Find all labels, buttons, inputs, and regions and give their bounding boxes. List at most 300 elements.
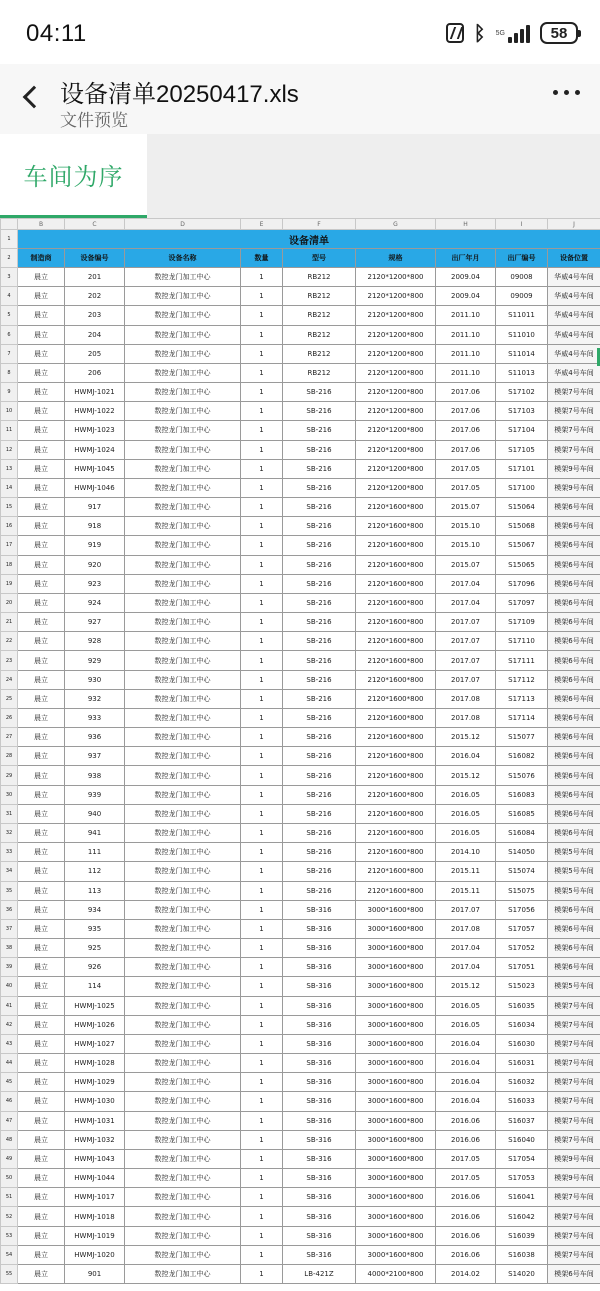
table-cell[interactable]: SB-316 bbox=[283, 977, 356, 996]
table-cell[interactable]: 2120*1200*800 bbox=[356, 287, 436, 306]
table-cell[interactable]: 数控龙门加工中心 bbox=[125, 440, 241, 459]
table-cell[interactable]: HWMJ-1044 bbox=[65, 1169, 125, 1188]
row-number[interactable]: 32 bbox=[1, 823, 18, 842]
table-cell[interactable]: S15023 bbox=[496, 977, 548, 996]
table-cell[interactable]: 模架7号车间 bbox=[548, 1111, 600, 1130]
table-cell[interactable]: 1 bbox=[241, 440, 283, 459]
table-cell[interactable]: 2011.10 bbox=[436, 363, 496, 382]
table-cell[interactable]: 晨立 bbox=[18, 958, 65, 977]
row-number[interactable]: 52 bbox=[1, 1207, 18, 1226]
table-cell[interactable]: SB-216 bbox=[283, 843, 356, 862]
table-cell[interactable]: 1 bbox=[241, 1188, 283, 1207]
table-cell[interactable]: SB-216 bbox=[283, 536, 356, 555]
table-cell[interactable]: SB-216 bbox=[283, 881, 356, 900]
table-cell[interactable]: 模架7号车间 bbox=[548, 1130, 600, 1149]
table-cell[interactable]: 2120*1200*800 bbox=[356, 478, 436, 497]
table-cell[interactable]: SB-316 bbox=[283, 1015, 356, 1034]
table-cell[interactable]: RB212 bbox=[283, 325, 356, 344]
table-cell[interactable]: 203 bbox=[65, 306, 125, 325]
table-cell[interactable]: 2017.06 bbox=[436, 421, 496, 440]
table-cell[interactable]: 1 bbox=[241, 1207, 283, 1226]
table-cell[interactable]: 2120*1600*800 bbox=[356, 843, 436, 862]
table-cell[interactable]: 数控龙门加工中心 bbox=[125, 287, 241, 306]
table-cell[interactable]: 晨立 bbox=[18, 574, 65, 593]
table-cell[interactable]: 2011.10 bbox=[436, 344, 496, 363]
table-cell[interactable]: 2016.06 bbox=[436, 1188, 496, 1207]
row-number[interactable]: 34 bbox=[1, 862, 18, 881]
table-cell[interactable]: 数控龙门加工中心 bbox=[125, 325, 241, 344]
table-cell[interactable]: S16039 bbox=[496, 1226, 548, 1245]
table-cell[interactable]: 2016.04 bbox=[436, 1034, 496, 1053]
table-cell[interactable]: 模架6号车间 bbox=[548, 747, 600, 766]
table-cell[interactable]: S16032 bbox=[496, 1073, 548, 1092]
table-cell[interactable]: 1 bbox=[241, 1034, 283, 1053]
table-cell[interactable]: 数控龙门加工中心 bbox=[125, 747, 241, 766]
table-cell[interactable]: 晨立 bbox=[18, 440, 65, 459]
table-cell[interactable]: 2015.10 bbox=[436, 536, 496, 555]
table-cell[interactable]: 数控龙门加工中心 bbox=[125, 843, 241, 862]
table-cell[interactable]: SB-216 bbox=[283, 383, 356, 402]
table-cell[interactable]: 2016.05 bbox=[436, 804, 496, 823]
table-cell[interactable]: 2015.07 bbox=[436, 498, 496, 517]
table-cell[interactable]: 晨立 bbox=[18, 804, 65, 823]
table-cell[interactable]: SB-216 bbox=[283, 651, 356, 670]
table-cell[interactable]: 模架6号车间 bbox=[548, 593, 600, 612]
table-cell[interactable]: 晨立 bbox=[18, 1015, 65, 1034]
row-number[interactable]: 14 bbox=[1, 478, 18, 497]
table-cell[interactable]: 2015.11 bbox=[436, 862, 496, 881]
table-cell[interactable]: 数控龙门加工中心 bbox=[125, 1092, 241, 1111]
table-cell[interactable]: 晨立 bbox=[18, 862, 65, 881]
table-cell[interactable]: SB-216 bbox=[283, 478, 356, 497]
table-cell[interactable]: 3000*1600*800 bbox=[356, 1169, 436, 1188]
row-number[interactable]: 23 bbox=[1, 651, 18, 670]
row-number[interactable]: 10 bbox=[1, 402, 18, 421]
table-cell[interactable]: 晨立 bbox=[18, 632, 65, 651]
table-cell[interactable]: SB-316 bbox=[283, 1111, 356, 1130]
table-cell[interactable]: S16084 bbox=[496, 823, 548, 842]
table-cell[interactable]: 数控龙门加工中心 bbox=[125, 670, 241, 689]
table-cell[interactable]: 数控龙门加工中心 bbox=[125, 459, 241, 478]
row-number[interactable]: 31 bbox=[1, 804, 18, 823]
table-cell[interactable]: 数控龙门加工中心 bbox=[125, 593, 241, 612]
table-cell[interactable]: 模架7号车间 bbox=[548, 1054, 600, 1073]
column-letter[interactable]: I bbox=[496, 219, 548, 230]
table-cell[interactable]: 数控龙门加工中心 bbox=[125, 823, 241, 842]
table-cell[interactable]: 2120*1600*800 bbox=[356, 766, 436, 785]
table-cell[interactable]: 模架6号车间 bbox=[548, 958, 600, 977]
row-number[interactable]: 8 bbox=[1, 363, 18, 382]
table-cell[interactable]: 数控龙门加工中心 bbox=[125, 1130, 241, 1149]
table-cell[interactable]: 模架7号车间 bbox=[548, 421, 600, 440]
row-number[interactable]: 41 bbox=[1, 996, 18, 1015]
table-cell[interactable]: 晨立 bbox=[18, 651, 65, 670]
row-number[interactable]: 42 bbox=[1, 1015, 18, 1034]
table-cell[interactable]: 华威4号车间 bbox=[548, 325, 600, 344]
table-cell[interactable]: 晨立 bbox=[18, 1169, 65, 1188]
table-cell[interactable]: 晨立 bbox=[18, 1207, 65, 1226]
table-cell[interactable]: 模架6号车间 bbox=[548, 728, 600, 747]
table-cell[interactable]: HWMJ-1031 bbox=[65, 1111, 125, 1130]
table-cell[interactable]: 晨立 bbox=[18, 268, 65, 287]
table-cell[interactable]: 2017.08 bbox=[436, 708, 496, 727]
row-number[interactable]: 54 bbox=[1, 1245, 18, 1264]
table-cell[interactable]: 3000*1600*800 bbox=[356, 939, 436, 958]
table-cell[interactable]: 数控龙门加工中心 bbox=[125, 344, 241, 363]
table-cell[interactable]: 晨立 bbox=[18, 478, 65, 497]
table-cell[interactable]: HWMJ-1018 bbox=[65, 1207, 125, 1226]
table-cell[interactable]: S15068 bbox=[496, 517, 548, 536]
table-cell[interactable]: 2016.06 bbox=[436, 1111, 496, 1130]
table-cell[interactable]: 3000*1600*800 bbox=[356, 996, 436, 1015]
table-cell[interactable]: 模架6号车间 bbox=[548, 632, 600, 651]
table-cell[interactable]: 晨立 bbox=[18, 555, 65, 574]
table-cell[interactable]: 1 bbox=[241, 862, 283, 881]
row-number[interactable]: 29 bbox=[1, 766, 18, 785]
table-cell[interactable]: 2120*1600*800 bbox=[356, 785, 436, 804]
table-cell[interactable]: 华威4号车间 bbox=[548, 344, 600, 363]
row-number[interactable]: 44 bbox=[1, 1054, 18, 1073]
table-cell[interactable]: 2017.04 bbox=[436, 958, 496, 977]
table-cell[interactable]: 2120*1600*800 bbox=[356, 862, 436, 881]
table-cell[interactable]: 3000*1600*800 bbox=[356, 1092, 436, 1111]
row-number[interactable]: 12 bbox=[1, 440, 18, 459]
table-cell[interactable]: 113 bbox=[65, 881, 125, 900]
row-number[interactable]: 13 bbox=[1, 459, 18, 478]
table-cell[interactable]: 3000*1600*800 bbox=[356, 1226, 436, 1245]
table-cell[interactable]: 数控龙门加工中心 bbox=[125, 785, 241, 804]
table-cell[interactable]: 模架6号车间 bbox=[548, 766, 600, 785]
table-cell[interactable]: 2120*1600*800 bbox=[356, 670, 436, 689]
table-cell[interactable]: 模架7号车间 bbox=[548, 1188, 600, 1207]
table-cell[interactable]: 2120*1200*800 bbox=[356, 421, 436, 440]
table-cell[interactable]: HWMJ-1024 bbox=[65, 440, 125, 459]
table-cell[interactable]: 华威4号车间 bbox=[548, 363, 600, 382]
table-cell[interactable]: SB-316 bbox=[283, 996, 356, 1015]
table-cell[interactable]: 数控龙门加工中心 bbox=[125, 402, 241, 421]
table-cell[interactable]: S15064 bbox=[496, 498, 548, 517]
more-options-button[interactable] bbox=[553, 90, 580, 95]
table-cell[interactable]: 模架9号车间 bbox=[548, 478, 600, 497]
table-cell[interactable]: 938 bbox=[65, 766, 125, 785]
table-cell[interactable]: HWMJ-1027 bbox=[65, 1034, 125, 1053]
table-cell[interactable]: 晨立 bbox=[18, 593, 65, 612]
table-cell[interactable]: SB-216 bbox=[283, 728, 356, 747]
table-cell[interactable]: 数控龙门加工中心 bbox=[125, 1245, 241, 1264]
table-cell[interactable]: SB-316 bbox=[283, 1092, 356, 1111]
table-cell[interactable]: 2016.04 bbox=[436, 1092, 496, 1111]
table-cell[interactable]: 晨立 bbox=[18, 344, 65, 363]
table-cell[interactable]: SB-216 bbox=[283, 517, 356, 536]
table-cell[interactable]: SB-216 bbox=[283, 459, 356, 478]
table-cell[interactable]: 晨立 bbox=[18, 517, 65, 536]
table-cell[interactable]: 晨立 bbox=[18, 785, 65, 804]
table-cell[interactable]: 模架6号车间 bbox=[548, 651, 600, 670]
sheet-title-cell[interactable]: 设备清单 bbox=[18, 230, 600, 249]
table-cell[interactable]: 111 bbox=[65, 843, 125, 862]
table-cell[interactable]: 935 bbox=[65, 919, 125, 938]
table-cell[interactable]: 1 bbox=[241, 1111, 283, 1130]
table-cell[interactable]: 数控龙门加工中心 bbox=[125, 1226, 241, 1245]
table-cell[interactable]: 206 bbox=[65, 363, 125, 382]
table-cell[interactable]: RB212 bbox=[283, 363, 356, 382]
table-cell[interactable]: 1 bbox=[241, 287, 283, 306]
table-cell[interactable]: HWMJ-1022 bbox=[65, 402, 125, 421]
spreadsheet-view[interactable] bbox=[0, 218, 600, 1291]
table-cell[interactable]: 数控龙门加工中心 bbox=[125, 958, 241, 977]
row-number[interactable]: 40 bbox=[1, 977, 18, 996]
table-cell[interactable]: 晨立 bbox=[18, 689, 65, 708]
table-cell[interactable]: S17056 bbox=[496, 900, 548, 919]
table-cell[interactable]: S17057 bbox=[496, 919, 548, 938]
table-cell[interactable]: SB-316 bbox=[283, 958, 356, 977]
table-cell[interactable]: S16035 bbox=[496, 996, 548, 1015]
table-cell[interactable]: 2120*1200*800 bbox=[356, 325, 436, 344]
table-cell[interactable]: 1 bbox=[241, 785, 283, 804]
table-cell[interactable]: 936 bbox=[65, 728, 125, 747]
table-cell[interactable]: SB-216 bbox=[283, 747, 356, 766]
table-cell[interactable]: 晨立 bbox=[18, 325, 65, 344]
table-cell[interactable]: 数控龙门加工中心 bbox=[125, 478, 241, 497]
row-number[interactable]: 19 bbox=[1, 574, 18, 593]
table-cell[interactable]: S16037 bbox=[496, 1111, 548, 1130]
table-cell[interactable]: 933 bbox=[65, 708, 125, 727]
table-cell[interactable]: 模架6号车间 bbox=[548, 785, 600, 804]
table-cell[interactable]: 晨立 bbox=[18, 459, 65, 478]
table-cell[interactable]: SB-316 bbox=[283, 1207, 356, 1226]
table-cell[interactable]: 2017.05 bbox=[436, 1149, 496, 1168]
table-cell[interactable]: 2017.05 bbox=[436, 459, 496, 478]
table-cell[interactable]: 1 bbox=[241, 1264, 283, 1283]
table-cell[interactable]: 模架7号车间 bbox=[548, 1034, 600, 1053]
table-cell[interactable]: 1 bbox=[241, 900, 283, 919]
table-cell[interactable]: 晨立 bbox=[18, 843, 65, 862]
row-number[interactable]: 43 bbox=[1, 1034, 18, 1053]
table-cell[interactable]: SB-216 bbox=[283, 804, 356, 823]
table-cell[interactable]: SB-316 bbox=[283, 1245, 356, 1264]
table-cell[interactable]: 1 bbox=[241, 478, 283, 497]
table-cell[interactable]: 晨立 bbox=[18, 1264, 65, 1283]
table-cell[interactable]: 2016.06 bbox=[436, 1207, 496, 1226]
table-cell[interactable]: S17114 bbox=[496, 708, 548, 727]
table-cell[interactable]: HWMJ-1046 bbox=[65, 478, 125, 497]
table-cell[interactable]: HWMJ-1026 bbox=[65, 1015, 125, 1034]
column-letter[interactable]: J bbox=[548, 219, 600, 230]
table-cell[interactable]: SB-316 bbox=[283, 1073, 356, 1092]
column-header[interactable]: 型号 bbox=[283, 249, 356, 268]
table-cell[interactable]: 晨立 bbox=[18, 1054, 65, 1073]
table-cell[interactable]: SB-216 bbox=[283, 613, 356, 632]
table-cell[interactable]: 晨立 bbox=[18, 1034, 65, 1053]
table-cell[interactable]: S17053 bbox=[496, 1169, 548, 1188]
table-cell[interactable]: 晨立 bbox=[18, 613, 65, 632]
table-cell[interactable]: 2011.10 bbox=[436, 325, 496, 344]
table-cell[interactable]: 2011.10 bbox=[436, 306, 496, 325]
table-cell[interactable]: SB-316 bbox=[283, 1054, 356, 1073]
table-cell[interactable]: SB-316 bbox=[283, 900, 356, 919]
table-cell[interactable]: 1 bbox=[241, 958, 283, 977]
table-cell[interactable]: 模架6号车间 bbox=[548, 689, 600, 708]
table-cell[interactable]: SB-216 bbox=[283, 402, 356, 421]
table-cell[interactable]: 模架6号车间 bbox=[548, 555, 600, 574]
table-cell[interactable]: 2009.04 bbox=[436, 268, 496, 287]
table-cell[interactable]: 1 bbox=[241, 1054, 283, 1073]
row-number[interactable]: 53 bbox=[1, 1226, 18, 1245]
table-cell[interactable]: 920 bbox=[65, 555, 125, 574]
row-number[interactable]: 45 bbox=[1, 1073, 18, 1092]
table-cell[interactable]: 晨立 bbox=[18, 498, 65, 517]
table-cell[interactable]: S14020 bbox=[496, 1264, 548, 1283]
table-cell[interactable]: 2009.04 bbox=[436, 287, 496, 306]
table-cell[interactable]: 晨立 bbox=[18, 766, 65, 785]
column-letter[interactable]: D bbox=[125, 219, 241, 230]
table-cell[interactable]: 205 bbox=[65, 344, 125, 363]
table-cell[interactable]: 数控龙门加工中心 bbox=[125, 804, 241, 823]
table-cell[interactable]: 2017.04 bbox=[436, 574, 496, 593]
table-cell[interactable]: 932 bbox=[65, 689, 125, 708]
table-cell[interactable]: 1 bbox=[241, 766, 283, 785]
row-number[interactable]: 22 bbox=[1, 632, 18, 651]
table-cell[interactable]: S15077 bbox=[496, 728, 548, 747]
table-cell[interactable]: S17105 bbox=[496, 440, 548, 459]
column-letter[interactable]: B bbox=[18, 219, 65, 230]
table-cell[interactable]: S17110 bbox=[496, 632, 548, 651]
table-cell[interactable]: S11013 bbox=[496, 363, 548, 382]
table-cell[interactable]: HWMJ-1017 bbox=[65, 1188, 125, 1207]
table-cell[interactable]: 数控龙门加工中心 bbox=[125, 651, 241, 670]
table-cell[interactable]: 1 bbox=[241, 823, 283, 842]
table-cell[interactable]: 晨立 bbox=[18, 881, 65, 900]
row-number[interactable]: 20 bbox=[1, 593, 18, 612]
table-cell[interactable]: S17103 bbox=[496, 402, 548, 421]
table-cell[interactable]: 数控龙门加工中心 bbox=[125, 939, 241, 958]
table-cell[interactable]: RB212 bbox=[283, 268, 356, 287]
table-cell[interactable]: HWMJ-1045 bbox=[65, 459, 125, 478]
table-cell[interactable]: SB-216 bbox=[283, 440, 356, 459]
table-cell[interactable]: 模架6号车间 bbox=[548, 900, 600, 919]
table-cell[interactable]: 2120*1600*800 bbox=[356, 498, 436, 517]
table-cell[interactable]: 202 bbox=[65, 287, 125, 306]
table-cell[interactable]: 晨立 bbox=[18, 823, 65, 842]
table-cell[interactable]: 1 bbox=[241, 536, 283, 555]
table-cell[interactable]: HWMJ-1023 bbox=[65, 421, 125, 440]
table-cell[interactable]: SB-216 bbox=[283, 785, 356, 804]
column-letter[interactable]: F bbox=[283, 219, 356, 230]
table-cell[interactable]: 2016.04 bbox=[436, 1054, 496, 1073]
table-cell[interactable]: S17051 bbox=[496, 958, 548, 977]
table-cell[interactable]: 1 bbox=[241, 728, 283, 747]
table-cell[interactable]: SB-216 bbox=[283, 632, 356, 651]
table-cell[interactable]: 模架7号车间 bbox=[548, 996, 600, 1015]
table-cell[interactable]: 2017.04 bbox=[436, 939, 496, 958]
table-cell[interactable]: 晨立 bbox=[18, 747, 65, 766]
table-cell[interactable]: 3000*1600*800 bbox=[356, 1188, 436, 1207]
table-cell[interactable]: SB-216 bbox=[283, 670, 356, 689]
table-cell[interactable]: 数控龙门加工中心 bbox=[125, 421, 241, 440]
table-cell[interactable]: 2017.05 bbox=[436, 1169, 496, 1188]
table-cell[interactable]: 2120*1600*800 bbox=[356, 651, 436, 670]
table-cell[interactable]: 模架7号车间 bbox=[548, 1015, 600, 1034]
table-cell[interactable]: 2016.04 bbox=[436, 747, 496, 766]
table-cell[interactable]: S17096 bbox=[496, 574, 548, 593]
table-cell[interactable]: SB-316 bbox=[283, 1188, 356, 1207]
table-cell[interactable]: SB-216 bbox=[283, 555, 356, 574]
row-number[interactable]: 55 bbox=[1, 1264, 18, 1283]
table-cell[interactable]: 模架6号车间 bbox=[548, 708, 600, 727]
table-cell[interactable]: 数控龙门加工中心 bbox=[125, 632, 241, 651]
table-cell[interactable]: 1 bbox=[241, 689, 283, 708]
table-cell[interactable]: S11010 bbox=[496, 325, 548, 344]
table-cell[interactable]: 模架7号车间 bbox=[548, 1073, 600, 1092]
table-cell[interactable]: 晨立 bbox=[18, 1226, 65, 1245]
table-cell[interactable]: S15076 bbox=[496, 766, 548, 785]
table-cell[interactable]: 204 bbox=[65, 325, 125, 344]
table-cell[interactable]: 1 bbox=[241, 1149, 283, 1168]
table-cell[interactable]: 3000*1600*800 bbox=[356, 919, 436, 938]
table-cell[interactable]: S17109 bbox=[496, 613, 548, 632]
table-cell[interactable]: 模架6号车间 bbox=[548, 517, 600, 536]
table-cell[interactable]: RB212 bbox=[283, 344, 356, 363]
table-cell[interactable]: 2017.05 bbox=[436, 478, 496, 497]
table-cell[interactable]: 928 bbox=[65, 632, 125, 651]
table-cell[interactable]: SB-316 bbox=[283, 1169, 356, 1188]
table-cell[interactable]: 模架7号车间 bbox=[548, 1245, 600, 1264]
table-cell[interactable]: S17100 bbox=[496, 478, 548, 497]
table-cell[interactable]: S11011 bbox=[496, 306, 548, 325]
table-cell[interactable]: S17111 bbox=[496, 651, 548, 670]
table-cell[interactable]: 2015.12 bbox=[436, 766, 496, 785]
table-cell[interactable]: 2014.02 bbox=[436, 1264, 496, 1283]
row-number[interactable]: 1 bbox=[1, 230, 18, 249]
table-cell[interactable]: 1 bbox=[241, 747, 283, 766]
table-cell[interactable]: 1 bbox=[241, 996, 283, 1015]
row-number[interactable]: 15 bbox=[1, 498, 18, 517]
table-cell[interactable]: HWMJ-1032 bbox=[65, 1130, 125, 1149]
table-cell[interactable]: 晨立 bbox=[18, 287, 65, 306]
table-cell[interactable]: S15075 bbox=[496, 881, 548, 900]
table-cell[interactable]: 数控龙门加工中心 bbox=[125, 383, 241, 402]
table-cell[interactable]: 晨立 bbox=[18, 919, 65, 938]
table-cell[interactable]: 晨立 bbox=[18, 1092, 65, 1111]
table-cell[interactable]: SB-216 bbox=[283, 823, 356, 842]
table-cell[interactable]: 2017.06 bbox=[436, 383, 496, 402]
table-cell[interactable]: 2017.07 bbox=[436, 613, 496, 632]
table-cell[interactable]: 2017.08 bbox=[436, 919, 496, 938]
table-cell[interactable]: 数控龙门加工中心 bbox=[125, 1073, 241, 1092]
table-cell[interactable]: 数控龙门加工中心 bbox=[125, 1207, 241, 1226]
row-number[interactable]: 9 bbox=[1, 383, 18, 402]
table-cell[interactable]: HWMJ-1043 bbox=[65, 1149, 125, 1168]
table-cell[interactable]: 1 bbox=[241, 651, 283, 670]
table-cell[interactable]: SB-216 bbox=[283, 689, 356, 708]
table-cell[interactable]: S16030 bbox=[496, 1034, 548, 1053]
table-cell[interactable]: 数控龙门加工中心 bbox=[125, 977, 241, 996]
table-cell[interactable]: 模架6号车间 bbox=[548, 613, 600, 632]
table-cell[interactable]: 2017.07 bbox=[436, 670, 496, 689]
table-cell[interactable]: 930 bbox=[65, 670, 125, 689]
column-header[interactable]: 设备位置 bbox=[548, 249, 600, 268]
table-cell[interactable]: 2120*1600*800 bbox=[356, 593, 436, 612]
table-cell[interactable]: 晨立 bbox=[18, 670, 65, 689]
row-number[interactable]: 33 bbox=[1, 843, 18, 862]
table-cell[interactable]: 模架5号车间 bbox=[548, 862, 600, 881]
table-cell[interactable]: SB-216 bbox=[283, 862, 356, 881]
table-cell[interactable]: 1 bbox=[241, 1245, 283, 1264]
table-cell[interactable]: 模架5号车间 bbox=[548, 881, 600, 900]
table-cell[interactable]: 1 bbox=[241, 593, 283, 612]
table-cell[interactable]: 模架6号车间 bbox=[548, 919, 600, 938]
table-cell[interactable]: SB-316 bbox=[283, 1149, 356, 1168]
